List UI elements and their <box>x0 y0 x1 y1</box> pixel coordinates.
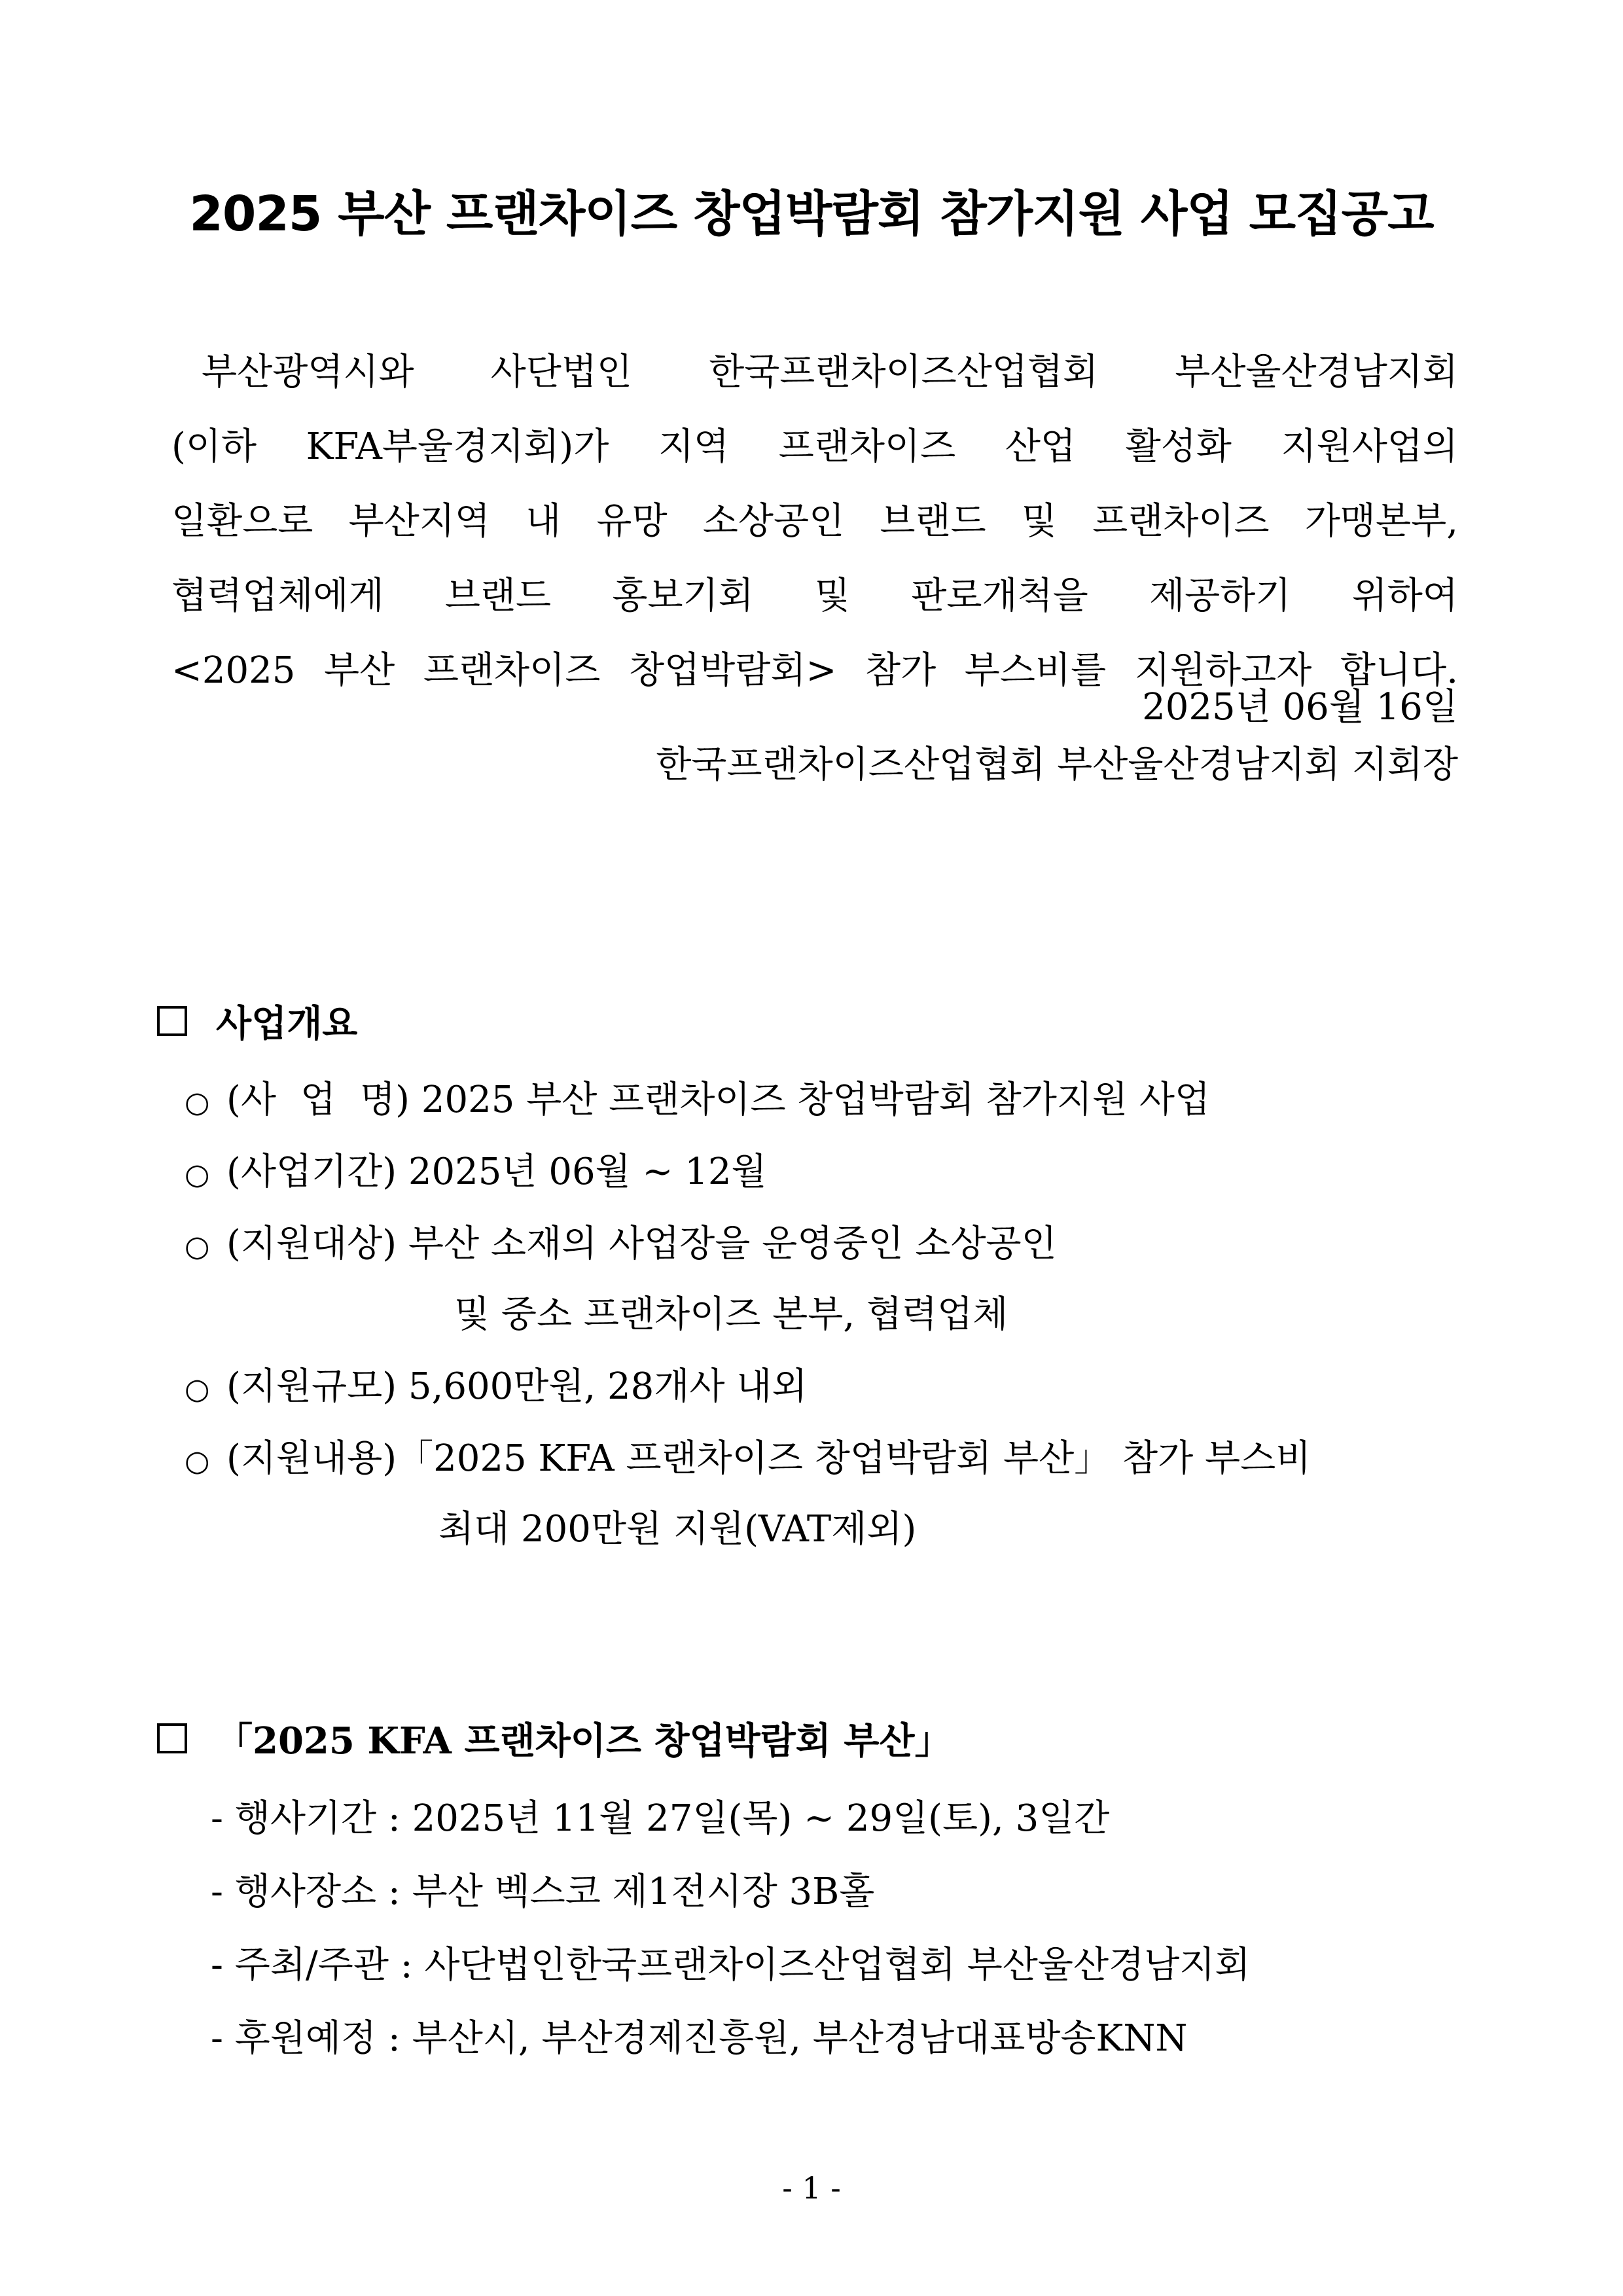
event-item-value: 부산시, 부산경제진흥원, 부산경남대표방송KNN <box>412 2017 1188 2060</box>
signature-date: 2025년 06월 16일 <box>1142 686 1458 728</box>
section-overview-heading <box>157 995 357 1047</box>
event-item <box>211 1936 1250 1988</box>
overview-item-value: 2025년 06월 ~ 12월 <box>408 1151 767 1193</box>
event-item-label: - 후원예정 : <box>211 2017 401 2060</box>
overview-item <box>185 1071 1210 1123</box>
intro-line: <2025 부산 프랜차이즈 창업박람회> 참가 부스비를 지원하고자 합니다. <box>171 649 1458 692</box>
event-item-label: - 주최/주관 : <box>211 1944 413 1986</box>
overview-item-value: 「2025 KFA 프랜차이즈 창업박람회 부산」 참가 부스비 <box>397 1437 1311 1480</box>
circle-bullet-icon: ○ <box>185 1086 210 1119</box>
page-title: 2025 부산 프랜차이즈 창업박람회 참가지원 사업 모집공고 <box>189 186 1434 242</box>
intro-line: (이하 KFA부울경지회)가 지역 프랜차이즈 산업 활성화 지원사업의 <box>171 425 1458 468</box>
checkbox-square-icon <box>157 1006 187 1036</box>
intro-line: 일환으로 부산지역 내 유망 소상공인 브랜드 및 프랜차이즈 가맹본부, <box>171 500 1458 543</box>
overview-item <box>185 1357 807 1410</box>
overview-item <box>185 1429 1311 1482</box>
event-item <box>211 1863 874 1915</box>
intro-line: 협력업체에게 브랜드 홍보기회 및 판로개척을 제공하기 위하여 <box>171 575 1458 617</box>
overview-item-label: (사 업 명) <box>226 1079 410 1121</box>
overview-item-label: (지원규모) <box>226 1365 397 1408</box>
event-item <box>211 1789 1109 1842</box>
overview-item-continuation: 최대 200만원 지원(VAT제외) <box>438 1508 917 1551</box>
intro-line: 부산광역시와 사단법인 한국프랜차이즈산업협회 부산울산경남지회 <box>202 351 1458 393</box>
event-item-label: - 행사기간 : <box>211 1797 401 1840</box>
overview-item-label: (지원내용) <box>226 1437 397 1480</box>
overview-item <box>185 1215 1057 1267</box>
overview-item-value: 부산 소재의 사업장을 운영중인 소상공인 <box>408 1223 1057 1265</box>
signature-issuer: 한국프랜차이즈산업협회 부산울산경남지회 지회장 <box>656 744 1458 786</box>
overview-item-value: 2025 부산 프랜차이즈 창업박람회 참가지원 사업 <box>421 1079 1211 1121</box>
overview-item <box>185 1143 767 1195</box>
overview-item-value: 5,600만원, 28개사 내외 <box>408 1365 808 1408</box>
section-event-title: 「2025 KFA 프랜차이즈 창업박람회 부산」 <box>216 1719 952 1763</box>
section-overview-title: 사업개요 <box>216 1002 358 1045</box>
circle-bullet-icon: ○ <box>185 1158 210 1191</box>
event-item-value: 사단법인한국프랜차이즈산업협회 부산울산경남지회 <box>424 1944 1251 1986</box>
event-item-value: 부산 벡스코 제1전시장 3B홀 <box>412 1871 875 1913</box>
intro-paragraph <box>171 335 1458 708</box>
circle-bullet-icon: ○ <box>185 1372 210 1406</box>
event-item-label: - 행사장소 : <box>211 1871 401 1913</box>
circle-bullet-icon: ○ <box>185 1230 210 1263</box>
overview-item-label: (사업기간) <box>226 1151 397 1193</box>
checkbox-square-icon <box>157 1723 187 1753</box>
event-item <box>211 2009 1187 2062</box>
circle-bullet-icon: ○ <box>185 1444 210 1478</box>
section-event-heading <box>157 1712 952 1765</box>
overview-item-label: (지원대상) <box>226 1223 397 1265</box>
page-number: - 1 - <box>782 2170 841 2206</box>
event-item-value: 2025년 11월 27일(목) ~ 29일(토), 3일간 <box>412 1797 1110 1840</box>
overview-item-continuation: 및 중소 프랜차이즈 본부, 협력업체 <box>454 1293 1008 1336</box>
